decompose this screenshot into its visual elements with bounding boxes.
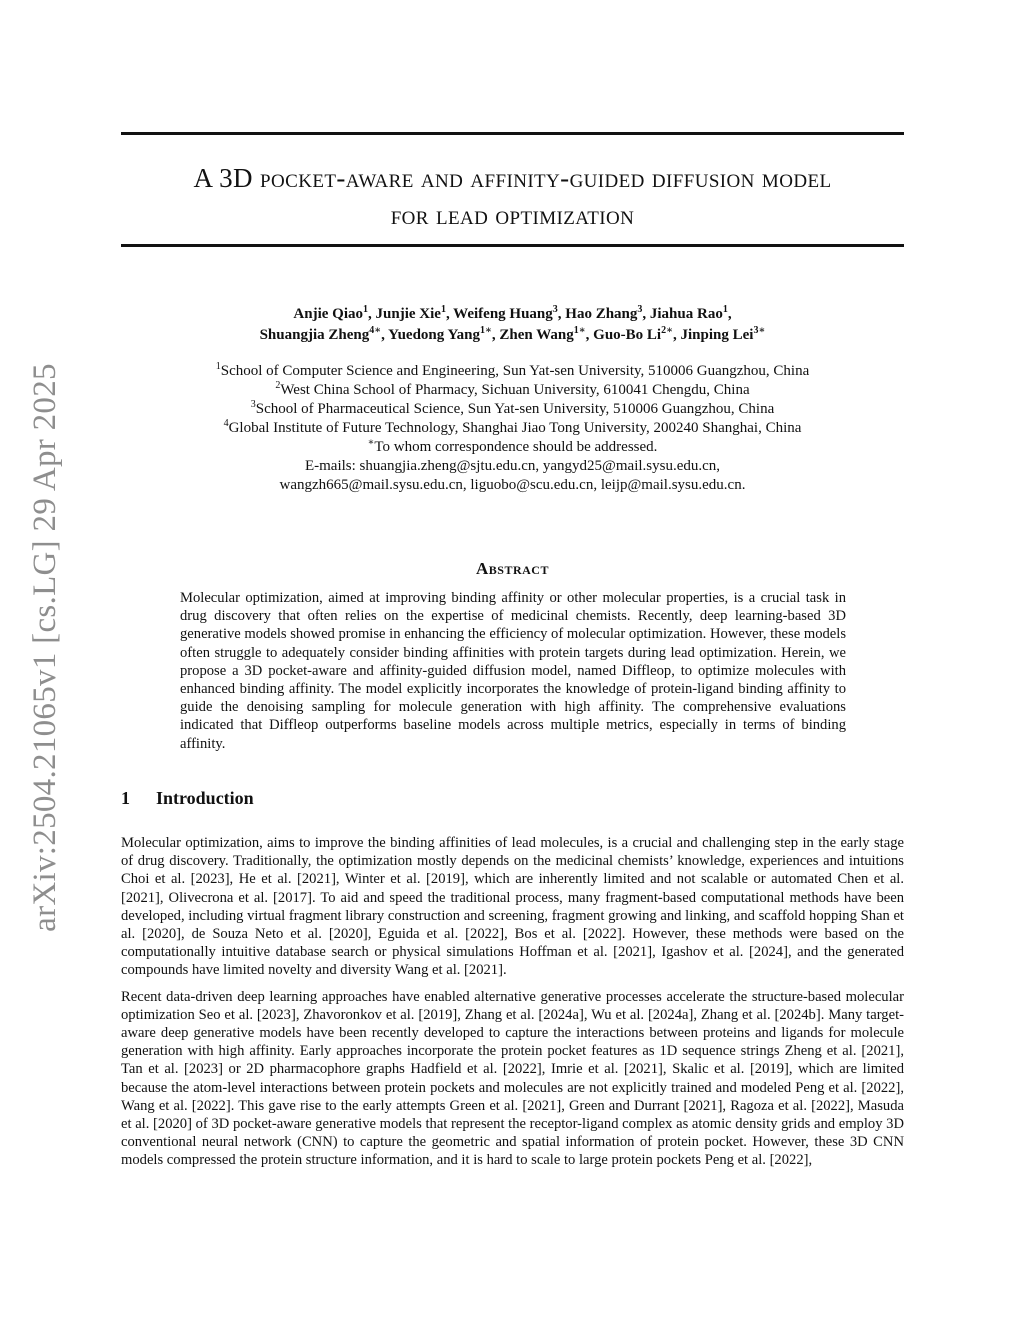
author-affiliation-marker: 1	[440, 304, 446, 315]
affiliation-block	[121, 362, 904, 495]
author-affiliation-marker: 1∗	[573, 325, 586, 336]
title-line: for lead optimization	[390, 200, 635, 230]
correspondence-marker: ∗	[367, 437, 375, 448]
affiliation-line	[121, 362, 904, 381]
abstract-heading: Abstract	[476, 559, 549, 578]
affiliation-line	[121, 419, 904, 438]
author-name: Hao Zhang	[565, 306, 638, 322]
title-top-rule	[121, 132, 904, 135]
author-affiliation-marker: 3	[552, 304, 558, 315]
author-affiliation-marker: 4∗	[369, 325, 382, 336]
correspondence-text: To whom correspondence should be addressed.	[374, 439, 658, 455]
author-affiliation-marker: 3	[637, 304, 643, 315]
affiliation-marker: 2	[275, 380, 281, 391]
author-name: Junjie Xie	[375, 306, 441, 322]
body-paragraph: Recent data-driven deep learning approaches have enabled alternative generative processes accelerate the structure-based molecular optimization Seo et al. [2023], Zhavoronkov et al. [2019], Zhang et al. [2024a], Wu et al. [2024a], Zhang et al. [2024b]. Many target-aware deep generative models have been recently developed to capture the interactions between proteins and ligands for molecule generation with high affinity. Early approaches incorporate the protein pocket features as 1D sequence strings Zheng et al. [2021], Tan et al. [2023] or 2D pharmacophore graphs Hadfield et al. [2022], Imrie et al. [2021], Skalic et al. [2019], which are limited because the atom-level interactions between protein pockets and molecules are not explicitly trained and modeled Peng et al. [2022], Wang et al. [2022]. This gave rise to the early attempts Green et al. [2021], Green and Durrant [2021], Ragoza et al. [2022], Masuda et al. [2020] of 3D pocket-aware generative models that represent the receptor-ligand complex as atomic density grids and employ 3D conventional neural network (CNN) to capture the geometric and spatial information of protein pocket. However, these 3D CNN models compressed the protein structure information, and it is hard to scale to large protein pockets Peng et al. [2022],	[121, 988, 904, 1169]
author-name: Jiahua Rao	[649, 306, 723, 322]
affiliation-marker: 3	[250, 399, 256, 410]
affiliation-text: School of Computer Science and Engineering, Sun Yat-sen University, 510006 Guangzhou, China	[220, 363, 810, 379]
author-name: Weifeng Huang	[453, 306, 553, 322]
author-list	[121, 304, 904, 346]
author-separator: ,	[557, 306, 566, 322]
affiliation-text: Global Institute of Future Technology, Shanghai Jiao Tong University, 200240 Shanghai, China	[228, 420, 802, 436]
abstract-text: Molecular optimization, aimed at improving binding affinity or other molecular properties, is a crucial task in drug discovery that often relies on the expertise of medicinal chemists. Recently, deep learning-based 3D generative models showed promise in enhancing the efficiency of molecular optimization. However, these models often struggle to adequately consider binding affinities with protein targets during lead optimization. Herein, we propose a 3D pocket-aware and affinity-guided diffusion model, named Diffleop, to optimize molecules with enhanced binding affinity. The model explicitly incorporates the knowledge of protein-ligand binding affinity to guide the denoising sampling for molecule generation with high affinity. The comprehensive evaluations indicated that Diffleop outperforms baseline models across multiple metrics, especially in terms of binding affinity.	[180, 590, 846, 752]
author-separator: ,	[381, 327, 389, 343]
author-separator: ,	[642, 306, 650, 322]
author-separator: ,	[491, 327, 500, 343]
affiliation-line	[121, 400, 904, 419]
author-name: Yuedong Yang	[388, 327, 480, 343]
title-bottom-rule	[121, 244, 904, 247]
section-heading	[121, 788, 254, 809]
affiliation-text: School of Pharmaceutical Science, Sun Yat-sen University, 510006 Guangzhou, China	[255, 401, 775, 417]
author-affiliation-marker: 1∗	[479, 325, 492, 336]
arxiv-identifier: arXiv:2504.21065v1 [cs.LG] 29 Apr 2025	[26, 362, 63, 932]
author-line	[121, 325, 904, 346]
affiliation-marker: 1	[215, 361, 221, 372]
author-separator: ,	[585, 327, 594, 343]
author-name: Jinping Lei	[680, 327, 754, 343]
author-name: Anjie Qiao	[293, 306, 364, 322]
section-title: Introduction	[156, 788, 254, 808]
author-name: Zhen Wang	[499, 327, 574, 343]
author-affiliation-marker: 1	[722, 304, 728, 315]
affiliation-line	[121, 381, 904, 400]
author-separator: ,	[727, 306, 732, 322]
email-line: wangzh665@mail.sysu.edu.cn, liguobo@scu.edu.cn, leijp@mail.sysu.edu.cn.	[279, 477, 746, 493]
author-separator: ,	[368, 306, 376, 322]
title-line: A 3D pocket-aware and affinity-guided diffusion model	[193, 163, 832, 193]
email-line: E-mails: shuangjia.zheng@sjtu.edu.cn, yangyd25@mail.sysu.edu.cn,	[304, 458, 721, 474]
arxiv-sidebar-stamp	[16, 352, 74, 942]
author-affiliation-marker: 3∗	[753, 325, 766, 336]
paper-title	[121, 160, 904, 234]
author-name: Shuangjia Zheng	[259, 327, 370, 343]
affiliation-marker: 4	[223, 418, 229, 429]
author-separator: ,	[673, 327, 681, 343]
author-line	[121, 304, 904, 325]
affiliation-text: West China School of Pharmacy, Sichuan University, 610041 Chengdu, China	[280, 382, 750, 398]
author-affiliation-marker: 1	[363, 304, 369, 315]
author-name: Guo-Bo Li	[593, 327, 662, 343]
author-affiliation-marker: 2∗	[661, 325, 674, 336]
author-separator: ,	[445, 306, 454, 322]
body-paragraph: Molecular optimization, aims to improve the binding affinities of lead molecules, is a crucial and challenging step in the early stage of drug discovery. Traditionally, the optimization mostly depends on the medicinal chemists’ knowledge, experiences and intuitions Choi et al. [2023], He et al. [2021], Winter et al. [2019], which are inherently limited and not scalable or automated Chen et al. [2021], Olivecrona et al. [2017]. To aid and speed the traditional process, many fragment-based computational methods have been developed, including virtual fragment library construction and screening, fragment growing and linking, and scaffold hopping Shan et al. [2020], de Souza Neto et al. [2020], Eguida et al. [2022], Bos et al. [2022]. However, these methods were based on the computationally intuitive database search or physical simulations Hoffman et al. [2021], Igashov et al. [2024], and the generated compounds have limited novelty and diversity Wang et al. [2021].	[121, 835, 904, 979]
section-body	[121, 834, 904, 1178]
correspondence-note	[121, 438, 904, 457]
section-number: 1	[121, 788, 130, 808]
